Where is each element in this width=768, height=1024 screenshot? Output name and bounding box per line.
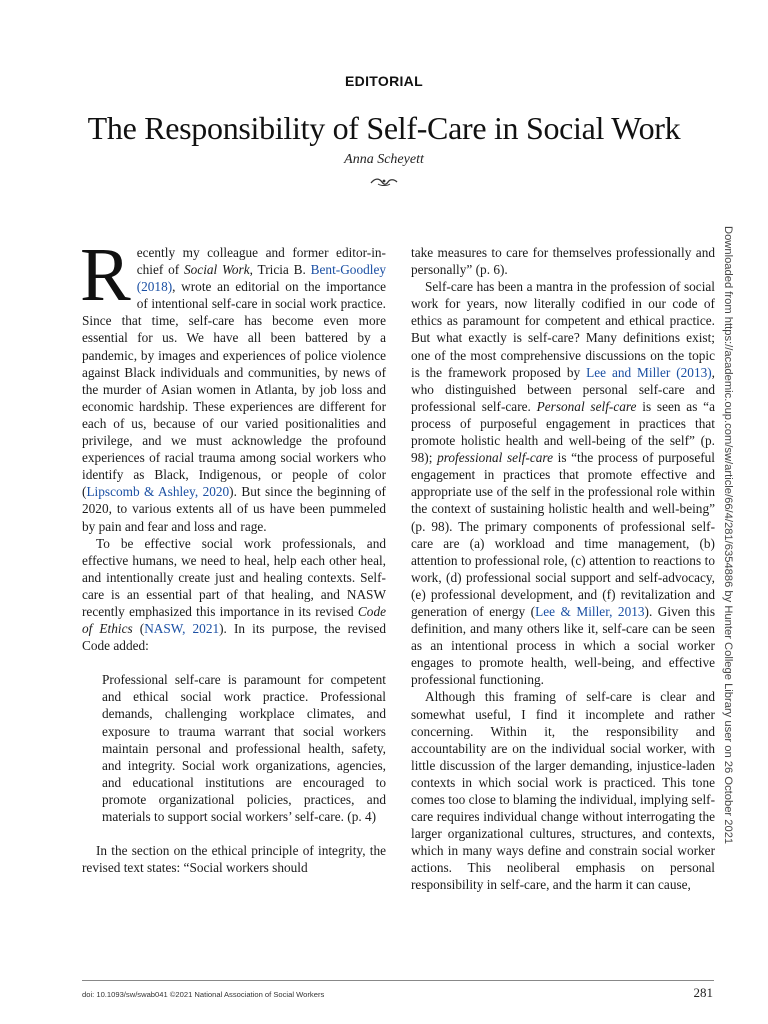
text: ecently my colleague and former editor-in-chief of [136, 245, 386, 278]
paragraph: take measures to care for themselves professionally and personally” (p. 6). [411, 245, 715, 278]
paragraph [411, 278, 715, 688]
citation-link[interactable]: Lee & Miller, 2013 [535, 603, 645, 619]
term: Personal self-care [536, 398, 637, 414]
doi-line: doi: 10.1093/sw/swab041 ©2021 National Association of Social Workers [82, 990, 325, 999]
paragraph: Although this framing of self-care is clear and somewhat useful, I find it incomplete and rather concerning. Within it, the responsibility and accountability are on the individual social worker, with little discussion of the larger demanding, injustice-laden contexts in which social work is practiced. This tone comes too close to blaming the individual, implying self-care requires individual change without interrogating the larger organizational cultures, structures, and contexts, which in many ways define and constrain social worker actions. This neoliberal emphasis on personal responsibility in self-care, and the harm it can cause, [411, 689, 715, 893]
citation-link[interactable]: Lee and Miller (2013) [586, 364, 712, 380]
citation-link[interactable]: Bent-Goodley (2018) [136, 262, 386, 295]
text: To be effective social work professionals, and effective humans, we need to heal, help each other heal, and intentionally create just and healing contexts. Self-care is an essential part of that healing, and NASW recently emphasized this importance in its revised [82, 535, 386, 619]
text: ). But since the beginning of 2020, to various extents all of us have been pummeled by pain and fear and loss and rage. [82, 484, 386, 534]
section-label: EDITORIAL [345, 73, 423, 89]
drop-cap: R [80, 233, 131, 317]
block-quote: Professional self-care is paramount for competent and ethical social work practice. Professional demands, challenging workplace climates, and exposure to trauma warrant that social workers maintain personal and professional health, safety, and integrity. Social work organizations, agencies, and educational institutions are encouraged to promote organizational policies, practices, and materials to support social workers’ self-care. (p. 4) [102, 672, 386, 824]
paragraph: In the section on the ethical principle of integrity, the revised text states: “Social workers should [82, 843, 386, 876]
text: , who distinguished between personal self-care and professional self-care. [411, 364, 715, 414]
text: ( [132, 621, 145, 637]
text: is “the process of purposeful engagement in practices that promote effective and appropriate use of the self in the professional role within the context of sustaining holistic health and well-being” (p. 98). The primary components of professional self-care are (a) workload and time management, (b) attention to professional role, (c) attention to reactions to work, (d) professional social support and self-advocacy, (e) professional development, and (f) revitalization and generation of energy ( [411, 450, 715, 619]
citation-link[interactable]: Lipscomb & Ashley, 2020 [86, 484, 230, 500]
download-notice: Downloaded from https://academic.oup.com/sw/article/66/4/281/6354886 by Hunter College Library user on 26 October 2021 [722, 226, 734, 845]
text: ). Given this definition, and many others like it, self-care can be seen as an intentional process in which a social worker engages to promote health, well-being, and effective professional functioning. [411, 603, 715, 688]
text: , Tricia B. [249, 262, 311, 278]
left-column [80, 233, 387, 876]
journal-name: Social Work [184, 262, 250, 278]
paragraph [80, 233, 386, 535]
text: , wrote an editorial on the importance of intentional self-care in social work practice. Since that time, self-care has become even more essential for us. We have all been battered by a pandemic, by images and experiences of police violence against Black individuals and communities, by news of the murder of Asian women in Atlanta, by job loss and economic hardship. These experiences are different for each of us, because of our varied positionalities and privilege, and we must acknowledge the profound experiences of racial trauma among social workers who identify as Black, Indigenous, or people of color ( [82, 279, 386, 500]
footer-divider [82, 980, 714, 981]
text: Self-care has been a mantra in the profession of social work for years, now literally codified in our code of ethics as paramount for competent and ethical practice. But what exactly is self-care? Many definitions exist; one of the most comprehensive discussions on the topic is the framework proposed by [411, 279, 715, 380]
citation-link[interactable]: NASW, 2021 [144, 621, 220, 637]
term: professional self-care [437, 450, 553, 466]
article-title: The Responsibility of Self-Care in Social Work [87, 110, 681, 146]
paragraph [82, 535, 386, 655]
text: is seen as “a process of purposeful engagement in practices that promote holistic health and well-being of the self” (p. 98); [411, 398, 715, 466]
code-of-ethics-title: Code of Ethics [82, 603, 386, 637]
text: ). In its purpose, the revised Code added: [82, 621, 387, 654]
right-column [411, 244, 715, 894]
author-name: Anna Scheyett [344, 152, 424, 167]
page-number: 281 [693, 985, 713, 1000]
ornament-flourish-icon [369, 176, 399, 188]
